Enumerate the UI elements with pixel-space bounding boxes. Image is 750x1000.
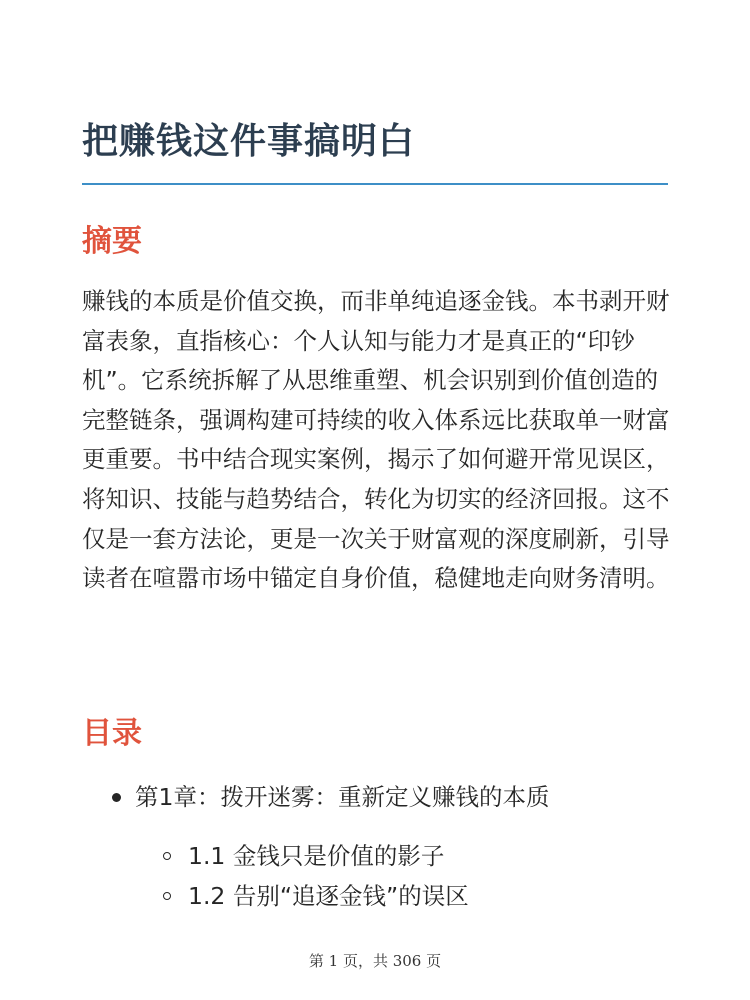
- page-footer: 第 1 页，共 306 页: [308, 952, 442, 970]
- page-title: 把赚钱这件事搞明白: [82, 121, 416, 162]
- bullet-circle-icon: [163, 852, 171, 860]
- summary-paragraph: 赚钱的本质是价值交换，而非单纯追逐金钱。本书剥开财富表象，直指核心：个人认知与能力才是真正的“印钞机”。它系统拆解了从思维重塑、机会识别到价值创造的完整链条，强调构建可持续的收入体系远比获取单一财富更重要。书中结合现实案例，揭示了如何避开常见误区，将知识、技能与趋势结合，转化为切实的经济回报。这不仅是一套方法论，更是一次关于财富观的深度刷新，引导读者在喧嚣市场中锚定自身价值，稳健地走向财务清明。: [82, 287, 670, 593]
- toc-section-1-1[interactable]: 1.1 金钱只是价值的影子: [188, 842, 445, 870]
- title-divider: [82, 183, 668, 185]
- toc-chapter-1[interactable]: 第1章：拨开迷雾：重新定义赚钱的本质: [135, 783, 550, 811]
- bullet-circle-icon: [163, 892, 171, 900]
- bullet-disc-icon: [112, 793, 121, 802]
- summary-heading: 摘要: [82, 224, 142, 259]
- toc-section-1-2[interactable]: 1.2 告别“追逐金钱”的误区: [188, 882, 469, 910]
- toc-heading: 目录: [82, 716, 142, 751]
